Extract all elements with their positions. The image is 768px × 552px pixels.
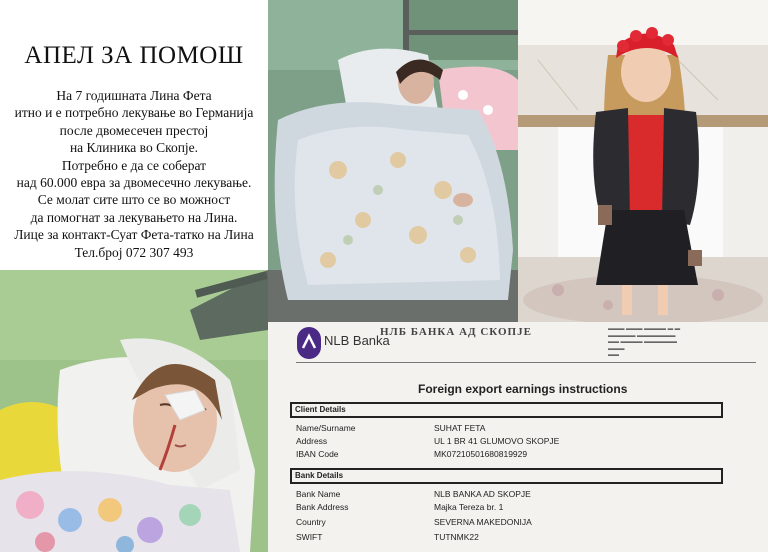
- appeal-line: итно и е потребно лекување во Германија: [14, 105, 254, 121]
- header-divider: [296, 362, 756, 363]
- bank-label: Bank Address: [296, 502, 349, 512]
- appeal-title: АПЕЛ ЗА ПОМОШ: [24, 42, 244, 69]
- client-label: Address: [296, 436, 328, 446]
- appeal-line: Се молат сите што се во можност: [37, 192, 231, 208]
- appeal-line: На 7 годишната Лина Фета: [56, 88, 212, 103]
- client-value: MK07210501680819929: [434, 449, 528, 459]
- appeal-line: Потребно е да се соберат: [61, 157, 207, 173]
- bank-label: SWIFT: [296, 532, 323, 542]
- photo-girl-standing: [518, 0, 768, 322]
- bank-value: TUTNMK22: [434, 532, 479, 542]
- appeal-line: Тел.број 072 307 493: [74, 244, 194, 260]
- photo-girl-hospital: [0, 270, 268, 552]
- appeal-line: после двомесечен престој: [59, 122, 209, 138]
- client-value: SUHAT FETA: [434, 423, 486, 433]
- appeal-line: на Клиника во Скопје.: [69, 140, 199, 156]
- document-title: Foreign export earnings instructions: [418, 382, 628, 396]
- bank-value: Majka Tereza br. 1: [434, 502, 504, 512]
- appeal-line: над 60.000 евра за двомесечно лекување.: [16, 175, 252, 191]
- nlb-logo-icon: [296, 326, 322, 360]
- bank-brand: NLB Banka: [324, 333, 390, 348]
- client-label: IBAN Code: [296, 449, 339, 459]
- photo-girl-in-bed: [268, 0, 518, 322]
- bank-value: SEVERNA MAKEDONIJA: [434, 517, 532, 527]
- bank-label: Bank Name: [296, 489, 341, 499]
- client-label: Name/Surname: [296, 423, 356, 433]
- bank-name-header: НЛБ БАНКА АД СКОПЈЕ: [380, 326, 532, 338]
- bank-label: Country: [296, 517, 326, 527]
- bank-address-lines: ▬▬▬ ▬▬▬ ▬▬▬▬ ▬ ▬ ▬▬▬▬▬ ▬▬▬▬▬▬▬ ▬▬ ▬▬▬▬ ▬▬▬▬▬▬ ▬▬▬ ▬▬: [608, 326, 681, 358]
- appeal-line: да помогнат за лекувањето на Лина.: [30, 209, 238, 225]
- bank-value: NLB BANKA AD SKOPJE: [434, 489, 531, 499]
- client-value: UL 1 BR 41 GLUMOVO SKOPJE: [434, 436, 560, 446]
- appeal-body: [0, 87, 268, 261]
- client-details-header: Client Details: [290, 402, 723, 418]
- bank-document: [268, 322, 768, 552]
- appeal-line: Лице за контакт-Суат Фета-татко на Лина: [14, 227, 254, 243]
- bank-details-header: Bank Details: [290, 468, 723, 484]
- appeal-panel: [0, 0, 268, 270]
